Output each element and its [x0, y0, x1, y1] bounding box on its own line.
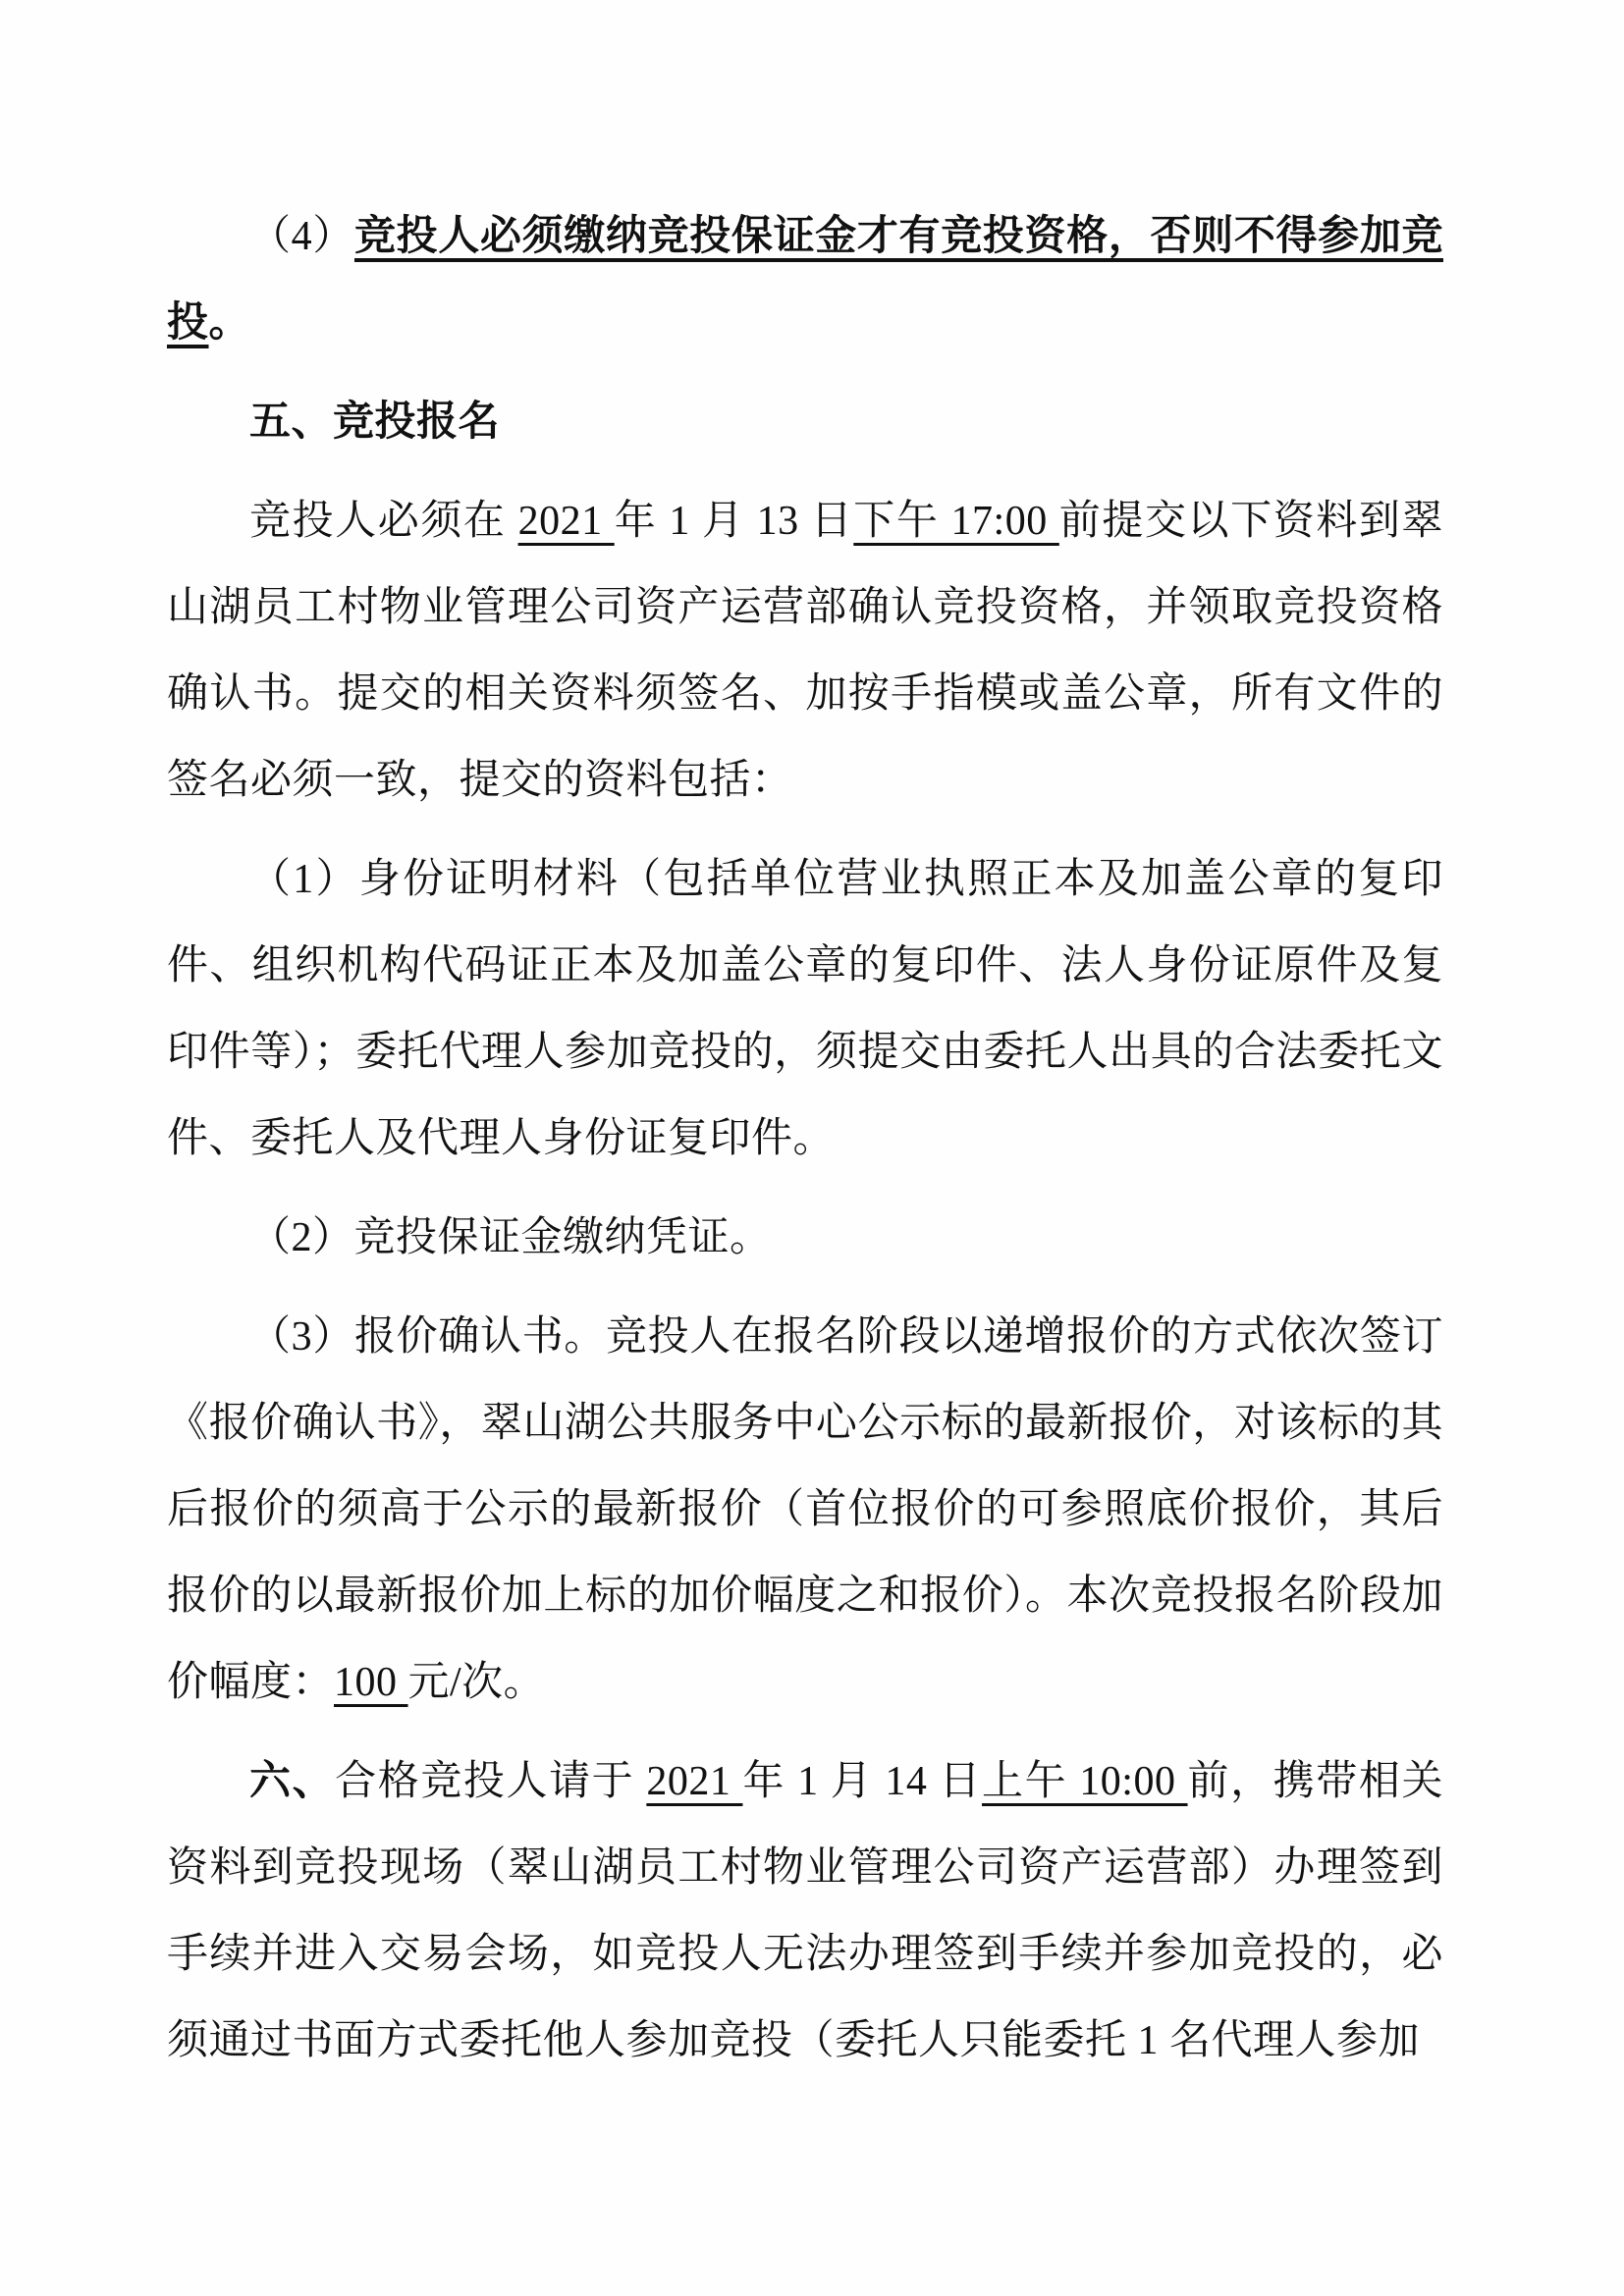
paragraph-item-3: [167, 1294, 1443, 1726]
section-6-year-underlined: 2021: [646, 1759, 743, 1804]
section-6-body: 前，携带相关资料到竞投现场（翠山湖员工村物业管理公司资产运营部）办理签到手续并进入交易会场，如竞投人无法办理签到手续并参加竞投的，必须通过书面方式委托他人参加竞投（委托人只能委托 1 名代理人参加: [167, 1759, 1443, 2063]
section-6-lead: 合格竞投人请于: [335, 1759, 647, 1804]
clause-4-bold-underlined-text: 竞投人必须缴纳竞投保证金才有竞投资格，否则不得参加竞投: [167, 214, 1443, 346]
registration-intro-body: 前提交以下资料到翠山湖员工村物业管理公司资产运营部确认竞投资格，并领取竞投资格确认书。提交的相关资料须签名、加按手指模或盖公章，所有文件的签名必须一致，提交的资料包括：: [167, 499, 1443, 803]
paragraph-section-6: [167, 1738, 1443, 2084]
section-6-date: 年 1 月 14 日: [742, 1759, 983, 1804]
section-6-number: 六、: [249, 1759, 336, 1804]
paragraph-clause-4: [167, 193, 1443, 366]
item-1-text: （1）身份证明材料（包括单位营业执照正本及加盖公章的复印件、组织机构代码证正本及加盖公章的复印件、法人身份证原件及复印件等）；委托代理人参加竞投的，须提交由委托人出具的合法委托文件、委托人及代理人身份证复印件。: [167, 857, 1443, 1161]
paragraph-item-2: [167, 1195, 1443, 1281]
item-3-unit: 元/次。: [407, 1660, 546, 1705]
clause-4-period: 。: [208, 300, 251, 346]
item-3-increment-amount-underlined: 100: [334, 1660, 408, 1705]
registration-time-underlined: 下午 17:00: [853, 499, 1059, 544]
clause-4-number: （4）: [249, 214, 354, 259]
registration-intro-lead: 竞投人必须在: [249, 499, 518, 544]
paragraph-item-1: [167, 836, 1443, 1182]
paragraph-registration-intro: [167, 478, 1443, 824]
item-2-text: （2）竞投保证金缴纳凭证。: [249, 1215, 772, 1260]
item-3-text: （3）报价确认书。竞投人在报名阶段以递增报价的方式依次签订《报价确认书》，翠山湖公共服务中心公示标的最新报价，对该标的其后报价的须高于公示的最新报价（首位报价的可参照底价报价，其后报价的以最新报价加上标的加价幅度之和报价）。本次竞投报名阶段加价幅度：: [167, 1314, 1443, 1705]
section-6-time-underlined: 上午 10:00: [982, 1759, 1188, 1804]
registration-date: 年 1 月 13 日: [614, 499, 854, 544]
section-5-heading: [167, 379, 1443, 465]
section-5-heading-text: 五、竞投报名: [249, 400, 501, 445]
registration-year-underlined: 2021: [517, 499, 615, 544]
